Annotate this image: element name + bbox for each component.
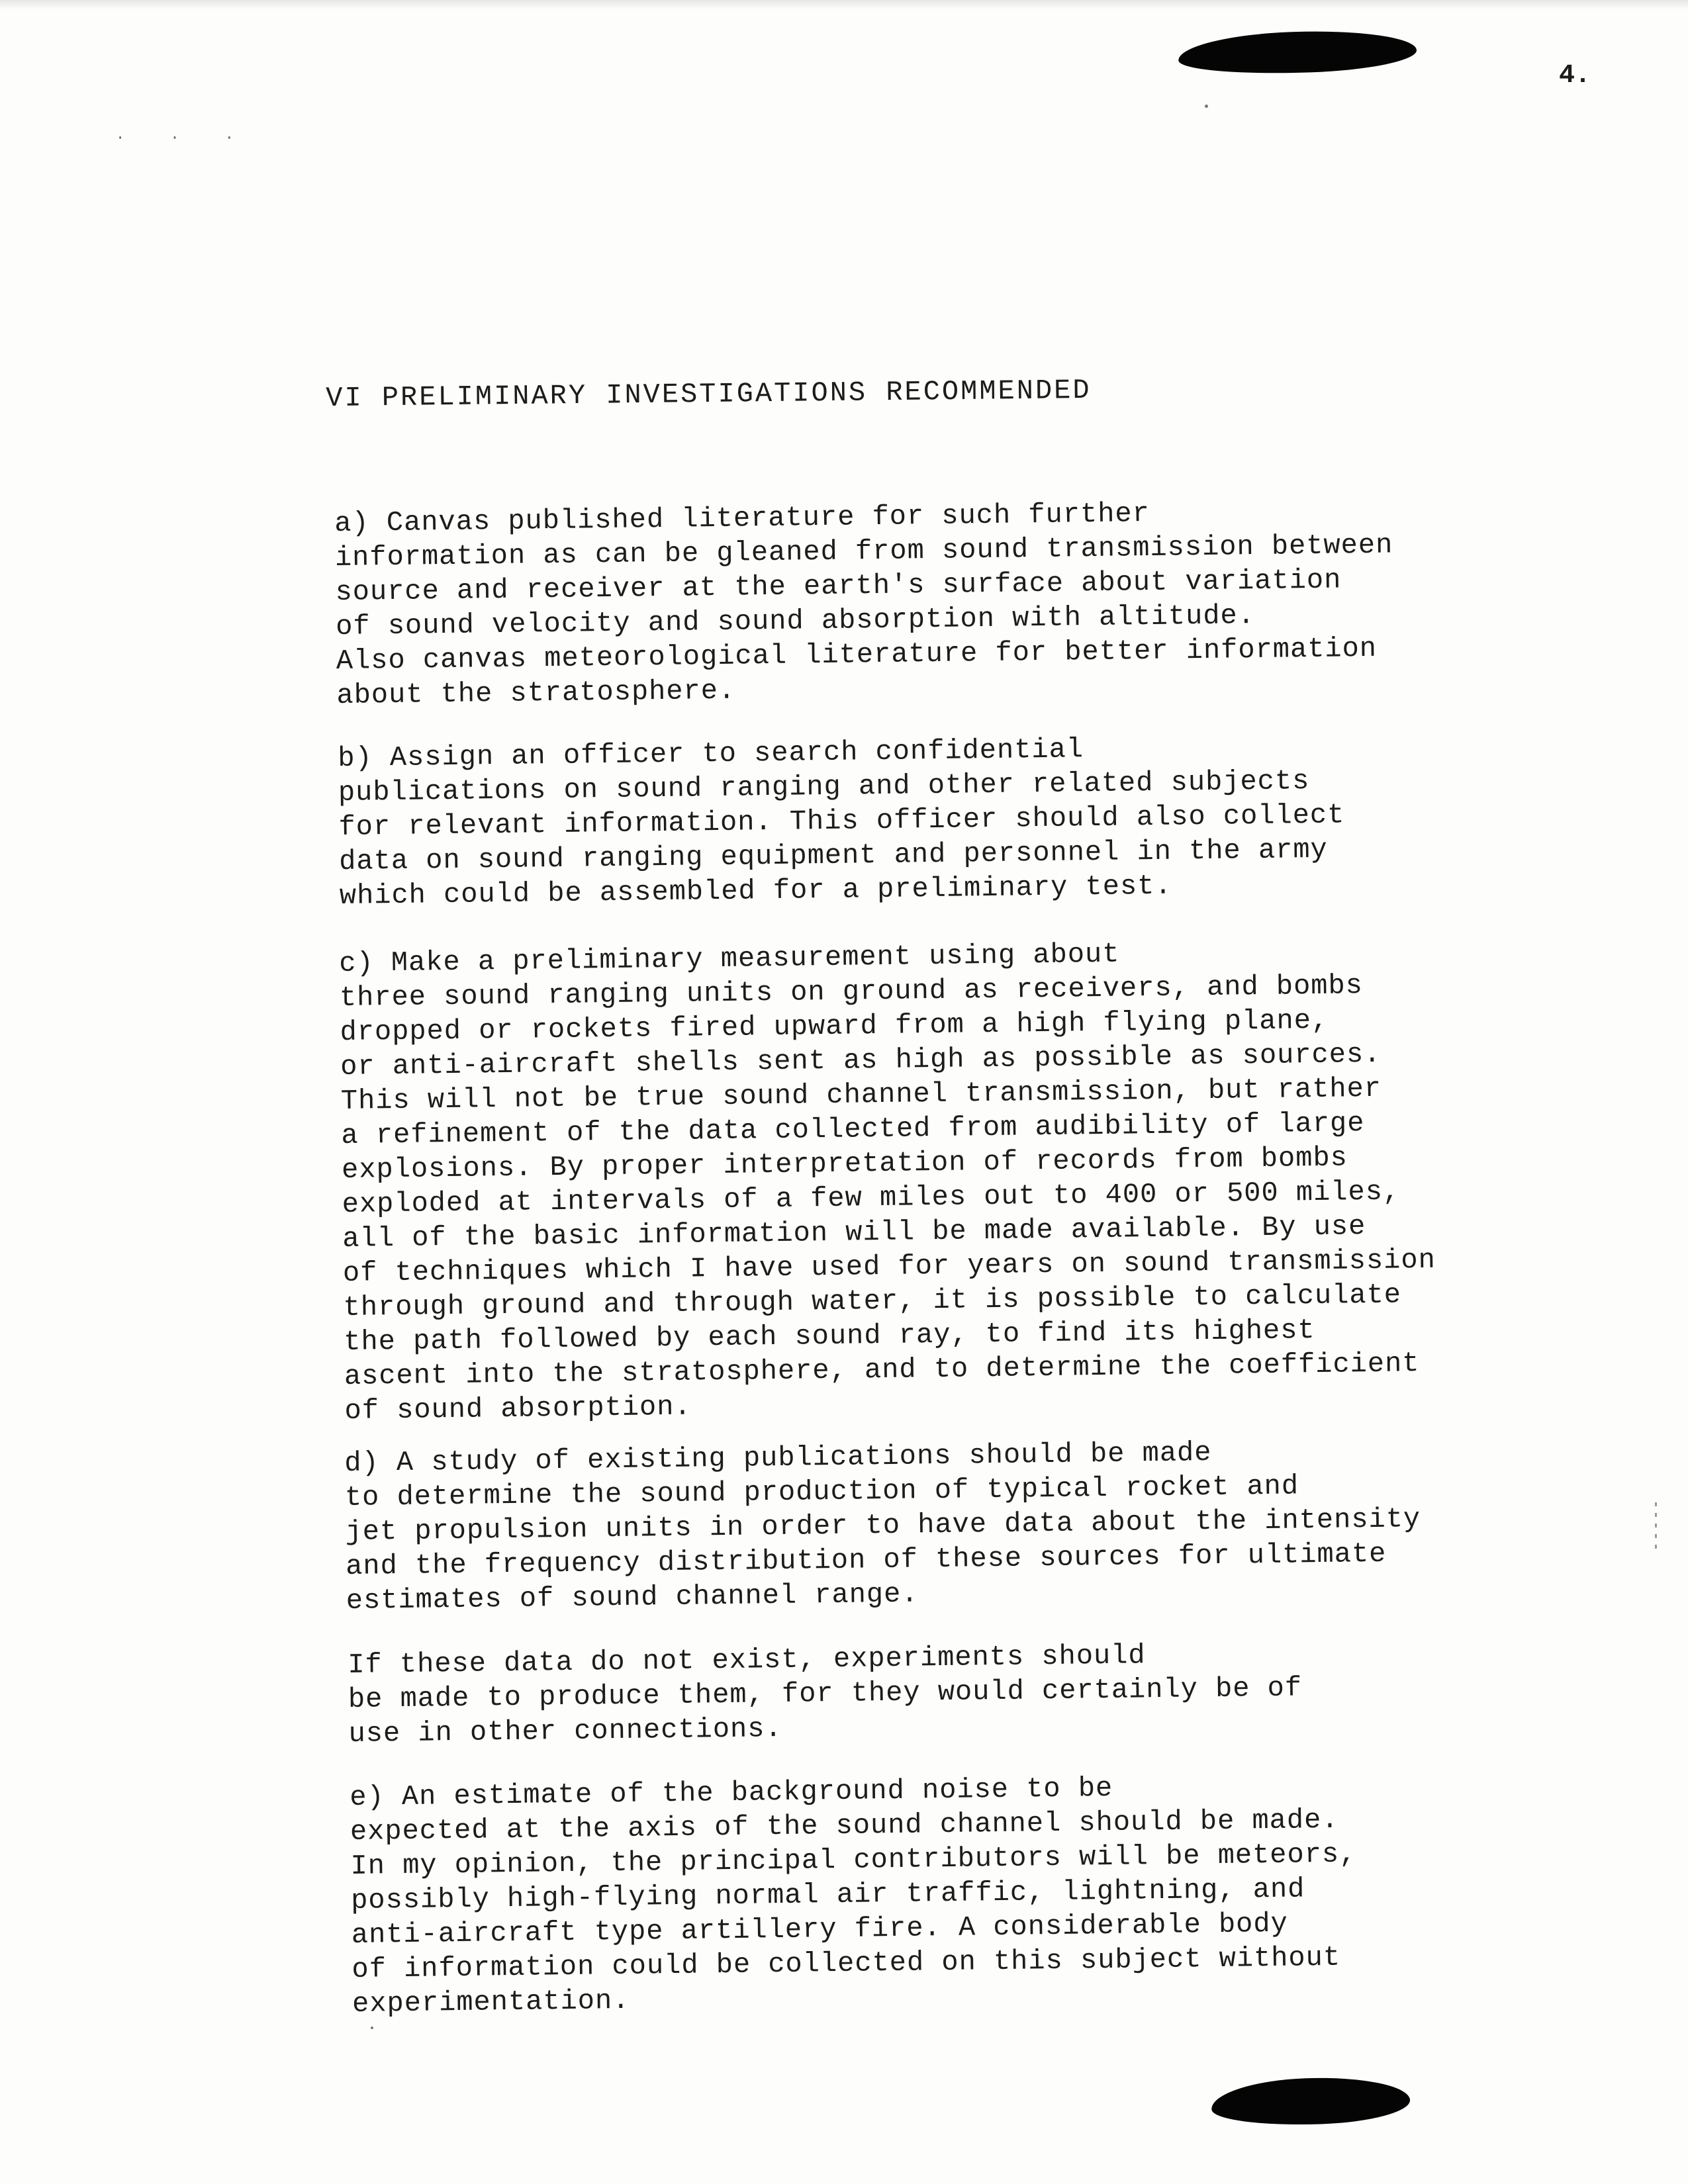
- scan-margin-mark: [1655, 1502, 1657, 1549]
- scan-speck: [371, 2026, 373, 2029]
- redaction-mark-top: [1178, 28, 1417, 77]
- paragraph-b: b) Assign an officer to search confidential publications on sound ranging and other related subjects for relevant information. This officer should also collect data on sound ranging equipment and personnel in the army which could be assembled for a preliminary test.: [338, 733, 1345, 912]
- section-heading: VI PRELIMINARY INVESTIGATIONS RECOMMENDED: [326, 374, 1092, 414]
- page-number: 4.: [1559, 61, 1591, 91]
- paragraph-c: c) Make a preliminary measurement using about three sound ranging units on ground as receivers, and bombs dropped or rockets fired upward from a high flying plane, or anti-aircraft shells sent as high as possible as sources. This will not be true sound channel transmission, but rather a refinement of the data collected from audibility of large explosions. By proper interpretation of records from bombs exploded at intervals of a few miles out to 400 or 500 miles, all of the basic information will be made available. By use of techniques which I have used for years on sound transmission through ground and through water, it is possible to calculate the path followed by each sound ray, to find its highest ascent into the stratosphere, and to determine the coefficient of sound absorption.: [339, 938, 1436, 1427]
- scan-speck: [1205, 105, 1208, 108]
- paragraph-a: a) Canvas published literature for such further information as can be gleaned from sound transmission between source and receiver at the earth's surface about variation of sound velocity and sound absorption with altitude. Also canvas meteorological literature for better information about the stratosphere.: [334, 497, 1393, 711]
- paragraph-e: e) An estimate of the background noise to be expected at the axis of the sound channel should be made. In my opinion, the principal contributors will be meteors, possibly high-flying normal air traffic, lightning, and anti-aircraft type artillery fire. A considerable body of information could be collected on this subject without experimentation.: [350, 1772, 1357, 2020]
- scan-edge-shadow: [0, 0, 1688, 9]
- margin-marks: · · ·: [116, 130, 253, 146]
- paragraph-d-continuation: If these data do not exist, experiments should be made to produce them, for they would certainly be of use in other connections.: [348, 1639, 1303, 1750]
- paragraph-d: d) A study of existing publications should be made to determine the sound production of typical rocket and jet propulsion units in order to have data about the intensity and the frequency distribution of these sources for ultimate estimates of sound channel range.: [344, 1436, 1421, 1617]
- redaction-mark-bottom: [1211, 2075, 1411, 2128]
